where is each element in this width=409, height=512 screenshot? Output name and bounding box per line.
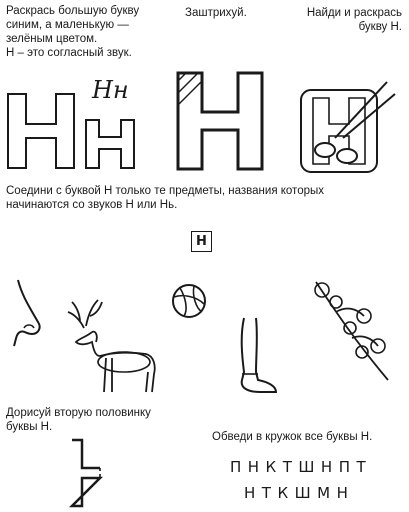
task3-line: букву Н. <box>358 21 402 33</box>
letter-row-2[interactable]: НТКШМН <box>244 484 355 502</box>
branch-icon[interactable] <box>306 272 400 390</box>
task4-line: Соедини с буквой Н только те предметы, названия которых <box>6 185 324 197</box>
task1-instruction <box>6 4 176 60</box>
task5-instruction <box>6 406 206 434</box>
letter-row-1[interactable]: ПНКТШНПТ <box>230 458 373 476</box>
hatching-letter-h[interactable] <box>175 70 265 172</box>
deer-icon[interactable] <box>66 292 160 396</box>
task1-line: Раскрась большую букву <box>6 5 140 17</box>
task4-line: начинаются со звуков Н или Нь. <box>6 199 178 211</box>
task3-instruction <box>270 6 402 34</box>
leg-icon[interactable] <box>234 316 278 396</box>
half-letter-h[interactable] <box>70 438 110 508</box>
task6-instruction: Обведи в кружок все буквы Н. <box>212 431 373 443</box>
task2-instruction: Заштрихуй. <box>185 7 247 19</box>
task1-line: синим, а маленькую — <box>6 19 129 31</box>
outlined-letter-upper-h[interactable] <box>6 92 76 170</box>
nose-icon[interactable] <box>8 278 48 348</box>
task3-line: Найди и раскрась <box>306 7 402 19</box>
task1-line: Н – это согласный звук. <box>6 47 132 59</box>
task5-line: буквы Н. <box>6 421 53 433</box>
boxed-letter-n[interactable]: Н <box>191 231 212 252</box>
task1-line: зелёным цветом. <box>6 33 98 45</box>
outlined-letter-lower-h[interactable] <box>84 118 136 170</box>
hidden-letter-scissors[interactable] <box>295 68 405 178</box>
script-letters-nn: Нн <box>92 76 129 104</box>
task5-line: Дорисуй вторую половинку <box>6 407 151 419</box>
ball-icon[interactable] <box>170 282 208 320</box>
task4-instruction <box>6 184 406 212</box>
